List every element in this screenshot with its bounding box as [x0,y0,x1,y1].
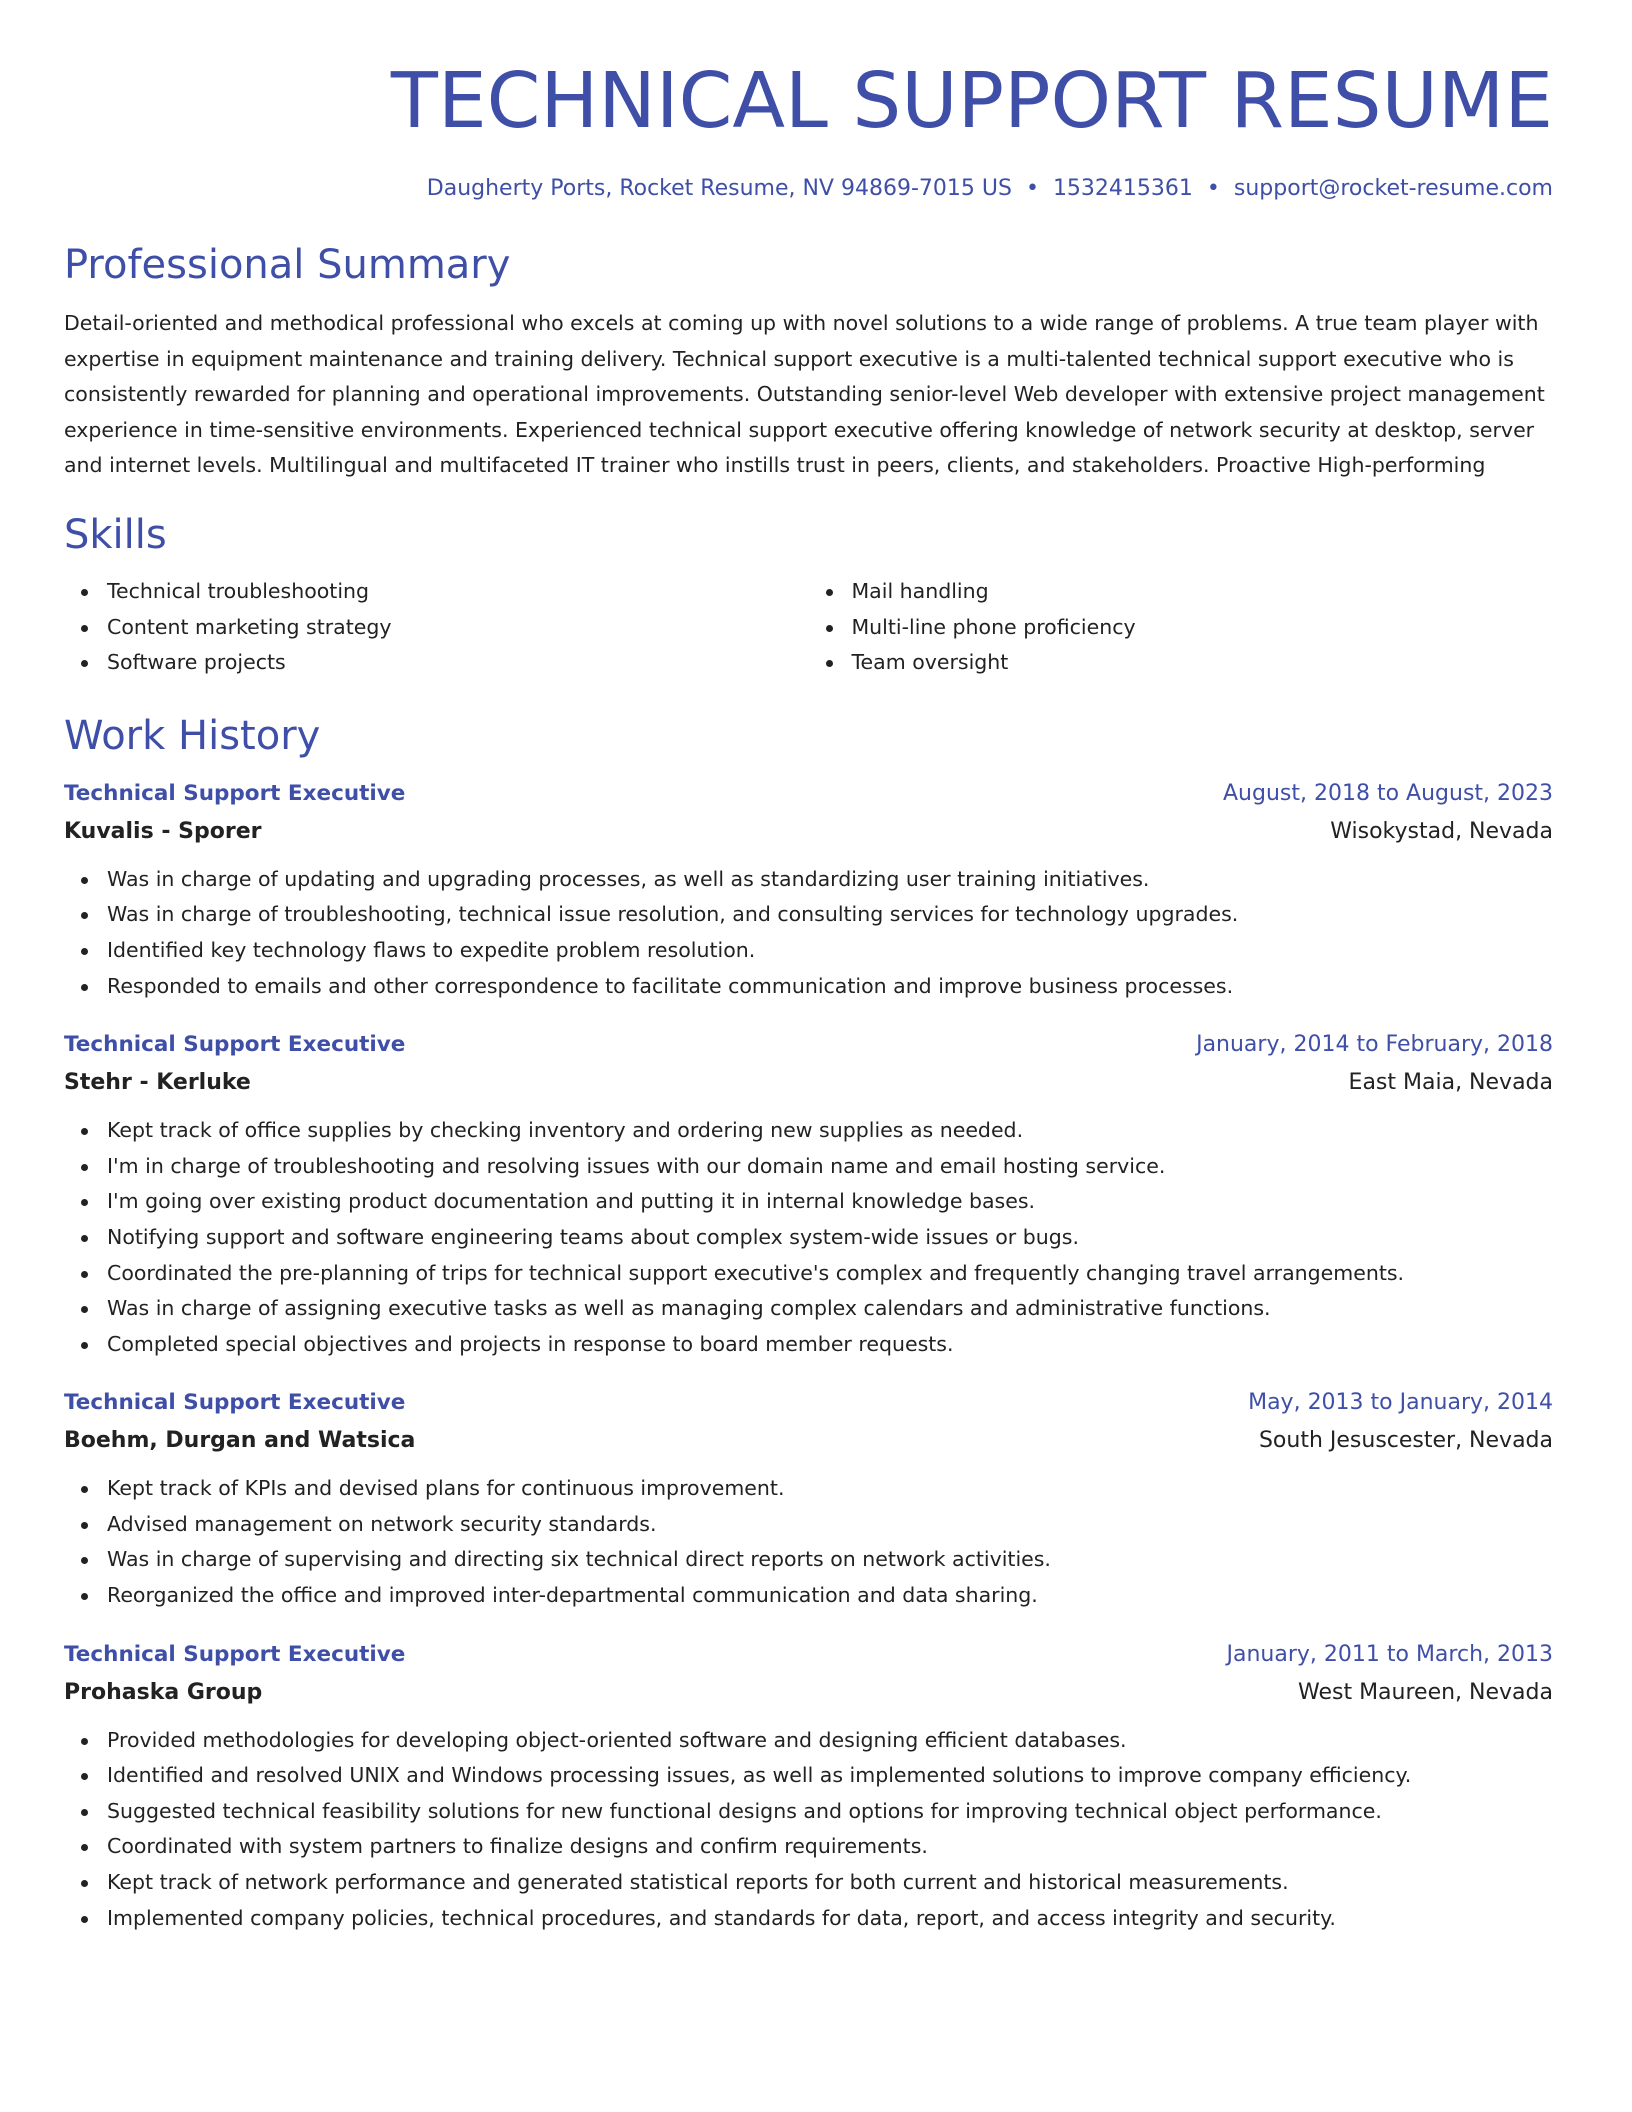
job-bullet: Identified key technology flaws to expedite problem resolution. [107,933,1553,969]
skills-list [64,574,1553,681]
skill-item: Content marketing strategy [107,610,809,646]
job-bullet: Implemented company policies, technical procedures, and standards for data, report, and access integrity and security. [107,1901,1553,1937]
job-bullets [64,1723,1553,1937]
job-bullet: Provided methodologies for developing object-oriented software and designing efficient databases. [107,1723,1553,1759]
job-company-row [64,1674,1553,1712]
job-bullet: Advised management on network security standards. [107,1507,1553,1543]
job-bullet: Was in charge of updating and upgrading processes, as well as standardizing user training initiatives. [107,862,1553,898]
job-company-row [64,1422,1553,1460]
job-company: Boehm, Durgan and Watsica [64,1428,416,1454]
contact-separator: • [1025,176,1039,201]
job-title: Technical Support Executive [64,780,406,806]
job-bullet: Was in charge of troubleshooting, technical issue resolution, and consulting services for technology upgrades. [107,897,1553,933]
skill-item: Team oversight [852,645,1554,681]
job-title: Technical Support Executive [64,1390,406,1416]
job-entry [64,1026,1553,1362]
skills-column-right [809,574,1554,681]
job-bullet: I'm in charge of troubleshooting and resolving issues with our domain name and email hosting service. [107,1149,1553,1185]
job-bullet: Coordinated with system partners to finalize designs and confirm requirements. [107,1829,1553,1865]
summary-heading: Professional Summary [64,242,511,288]
job-header-row [64,1636,1553,1674]
job-bullet: Suggested technical feasibility solutions for new functional designs and options for improving technical object performance. [107,1794,1553,1830]
job-title: Technical Support Executive [64,1032,406,1058]
contact-phone: 1532415361 [1052,176,1193,201]
job-bullet: Kept track of office supplies by checking inventory and ordering new supplies as needed. [107,1113,1553,1149]
job-bullet: Identified and resolved UNIX and Windows processing issues, as well as implemented solutions to improve company efficiency. [107,1758,1553,1794]
contact-email: support@rocket-resume.com [1233,176,1553,201]
job-bullets [64,1113,1553,1362]
job-location: South Jesuscester, Nevada [1258,1428,1553,1454]
skills-heading: Skills [64,511,167,558]
job-dates: August, 2018 to August, 2023 [1223,780,1553,806]
job-bullet: I'm going over existing product documentation and putting it in internal knowledge bases. [107,1184,1553,1220]
job-header-row [64,1384,1553,1422]
job-location: East Maia, Nevada [1348,1070,1553,1096]
contact-line [64,174,1553,204]
job-bullet: Notifying support and software engineering teams about complex system-wide issues or bugs. [107,1220,1553,1256]
job-company: Prohaska Group [64,1679,263,1705]
job-location: Wisokystad, Nevada [1330,818,1553,844]
skills-column-left [64,574,809,681]
work-history-heading: Work History [64,712,321,759]
job-bullet: Responded to emails and other correspondence to facilitate communication and improve business processes. [107,969,1553,1005]
job-bullet: Coordinated the pre-planning of trips for technical support executive's complex and frequently changing travel arrangements. [107,1256,1553,1292]
job-dates: January, 2014 to February, 2018 [1196,1032,1553,1058]
job-company: Kuvalis - Sporer [64,818,262,844]
job-bullet: Kept track of KPIs and devised plans for continuous improvement. [107,1471,1553,1507]
skill-item: Multi-line phone proficiency [852,610,1554,646]
job-bullets [64,1471,1553,1613]
job-company-row [64,1064,1553,1102]
job-entry [64,775,1553,1004]
job-bullet: Completed special objectives and projects in response to board member requests. [107,1327,1553,1363]
summary-text: Detail-oriented and methodical professional who excels at coming up with novel solutions to a wide range of problems. A true team player with expertise in equipment maintenance and training delivery. Technical support executive is a multi-talented technical support executive who is consistently rewarded for planning and operational improvements. Outstanding senior-level Web developer with extensive project management experience in time-sensitive environments. Experienced technical support executive offering knowledge of network security at desktop, server and internet levels. Multilingual and multifaceted IT trainer who instills trust in peers, clients, and stakeholders. Proactive High-performing [64,311,1545,478]
job-title: Technical Support Executive [64,1641,406,1667]
job-bullet: Was in charge of supervising and directing six technical direct reports on network activities. [107,1542,1553,1578]
job-location: West Maureen, Nevada [1298,1679,1553,1705]
job-bullet: Reorganized the office and improved inter-departmental communication and data sharing. [107,1578,1553,1614]
job-entry [64,1384,1553,1613]
job-bullet: Kept track of network performance and generated statistical reports for both current and historical measurements. [107,1865,1553,1901]
resume-title: TECHNICAL SUPPORT RESUME [390,57,1553,146]
job-company: Stehr - Kerluke [64,1070,251,1096]
contact-address: Daugherty Ports, Rocket Resume, NV 94869-7015 US [426,176,1012,201]
job-entry [64,1636,1553,1937]
job-bullet: Was in charge of assigning executive tasks as well as managing complex calendars and administrative functions. [107,1291,1553,1327]
contact-separator: • [1206,176,1220,201]
skill-item: Mail handling [852,574,1554,610]
skill-item: Software projects [107,645,809,681]
job-dates: May, 2013 to January, 2014 [1248,1390,1553,1416]
skill-item: Technical troubleshooting [107,574,809,610]
job-header-row [64,1026,1553,1064]
job-bullets [64,862,1553,1004]
job-company-row [64,813,1553,851]
job-dates: January, 2011 to March, 2013 [1226,1641,1553,1667]
job-header-row [64,775,1553,813]
